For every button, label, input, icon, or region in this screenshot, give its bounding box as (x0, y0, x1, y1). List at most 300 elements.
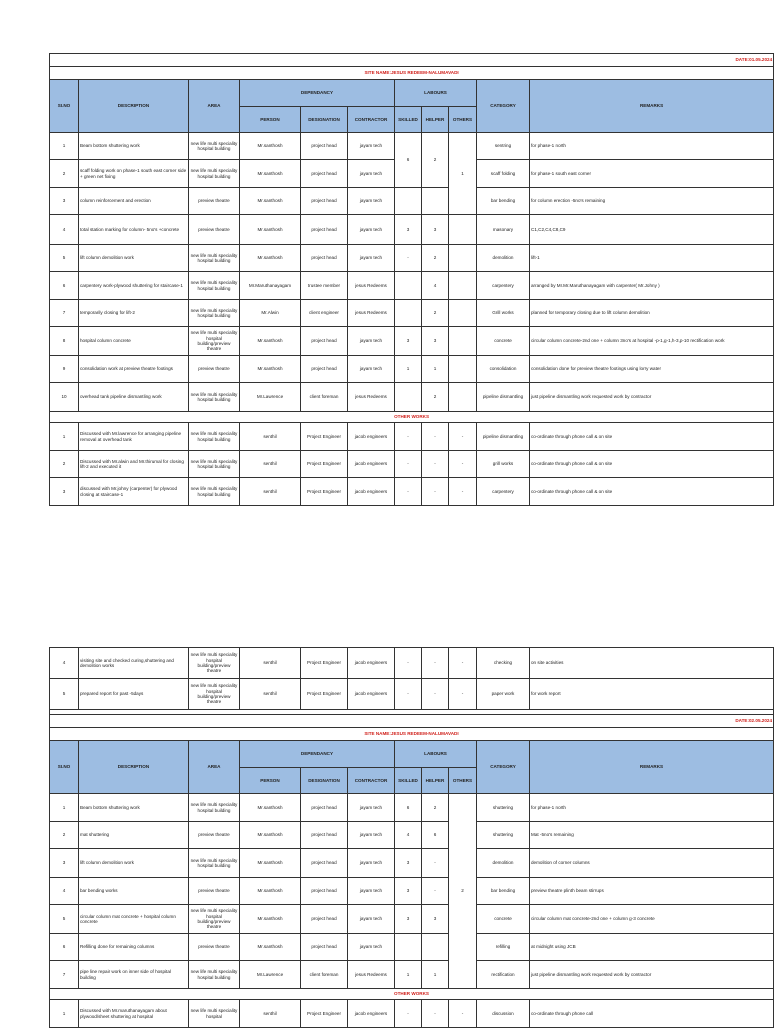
row-skilled: - (395, 423, 422, 451)
row-sl: 7 (50, 300, 79, 327)
row-designation: trustee member (301, 272, 348, 300)
other-works-label: OTHER WORKS (50, 412, 774, 423)
table-row (50, 822, 774, 849)
row-contractor: jayam tech (348, 215, 395, 245)
row-category: bar bending (477, 878, 530, 905)
row-sl: 5 (50, 905, 79, 934)
row-remarks: circular column concrete-2nd one + column 3no's at hospital -p-1,g-1,h-3,p-10 rectification work (530, 327, 774, 356)
row-others: - (449, 478, 477, 506)
site-name: SITE NAME:JESUS REDEEM-NALUMAVADI (50, 728, 774, 741)
report-table (49, 53, 774, 506)
row-skilled (395, 934, 422, 961)
row-remarks: for column erection -5no's remaining (530, 188, 774, 215)
row-contractor: jesus Redeems (348, 961, 395, 989)
row-designation: Project Engineer (301, 451, 348, 478)
row-description: Beam bottom shuttering work (79, 794, 189, 822)
table-row (50, 961, 774, 989)
row-sl: 7 (50, 961, 79, 989)
row-others: - (449, 1000, 477, 1028)
row-helper (422, 188, 449, 215)
row-category: demolition (477, 245, 530, 272)
row-description: consolidation work at preview theatre footings (79, 356, 189, 383)
row-helper: 1 (422, 961, 449, 989)
row-designation: project head (301, 849, 348, 878)
header-sl-no: SI.NO (50, 80, 79, 133)
table-row (50, 849, 774, 878)
row-area: new life multi speciality hospital building (189, 383, 240, 412)
row-remarks: co-ordinate through phone call (530, 1000, 774, 1028)
header-remarks: REMARKS (530, 80, 774, 133)
row-helper: 2 (422, 300, 449, 327)
row-others (449, 327, 477, 356)
row-remarks: co-ordinate through phone call & on site (530, 423, 774, 451)
table-row (50, 451, 774, 478)
row-area: new life multi speciality hospital building/preview theatre (189, 905, 240, 934)
row-category: Grill works (477, 300, 530, 327)
row-sl: 9 (50, 356, 79, 383)
header-row-1 (50, 741, 774, 768)
row-sl: 1 (50, 1000, 79, 1028)
row-description: temporarily closing for lift-2 (79, 300, 189, 327)
row-sl: 6 (50, 934, 79, 961)
row-contractor: jacob engineers (348, 1000, 395, 1028)
row-area: new life multi speciality hospital building (189, 133, 240, 160)
row-category: masonary (477, 215, 530, 245)
row-helper (422, 934, 449, 961)
row-others (449, 300, 477, 327)
table-row (50, 215, 774, 245)
row-sl: 2 (50, 160, 79, 188)
row-remarks: lift-1 (530, 245, 774, 272)
row-designation: project head (301, 822, 348, 849)
row-area: new life multi speciality hospital building (189, 849, 240, 878)
row-contractor: jayam tech (348, 822, 395, 849)
header-designation: DESIGNATION (301, 768, 348, 794)
row-helper: - (422, 1000, 449, 1028)
row-person: Mr.santhosh (240, 878, 301, 905)
row-person: Mr.Lawrence (240, 961, 301, 989)
row-helper: - (422, 679, 449, 710)
table-row (50, 272, 774, 300)
header-others: OTHERS (449, 768, 477, 794)
row-designation: project head (301, 356, 348, 383)
row-contractor: jayam tech (348, 160, 395, 188)
header-row-1 (50, 80, 774, 107)
row-others (449, 215, 477, 245)
row-helper: 2 (422, 245, 449, 272)
row-sl: 5 (50, 679, 79, 710)
other-works-row (50, 412, 774, 423)
header-dependancy: DEPENDANCY (240, 80, 395, 107)
row-area: new life multi speciality hospital (189, 1000, 240, 1028)
row-sl: 5 (50, 245, 79, 272)
row-person: senthil (240, 648, 301, 679)
row-description: overhead tank pipeline dismantling work (79, 383, 189, 412)
row-description: column reinforcement and erection (79, 188, 189, 215)
row-skilled: 1 (395, 961, 422, 989)
table-row (50, 934, 774, 961)
table-row (50, 648, 774, 679)
row-contractor: jayam tech (348, 849, 395, 878)
row-category: demolition (477, 849, 530, 878)
row-contractor: jacob engineers (348, 679, 395, 710)
row-area: new life multi speciality hospital building (189, 794, 240, 822)
row-skilled: 3 (395, 327, 422, 356)
daily-report-02-05-2024 (49, 647, 773, 1028)
row-description: mat shuttering (79, 822, 189, 849)
row-category: bar bending (477, 188, 530, 215)
row-remarks: consolidation done for preview theatre footings using lorry water (530, 356, 774, 383)
row-sl: 2 (50, 451, 79, 478)
row-helper: 4 (422, 272, 449, 300)
row-helper: - (422, 451, 449, 478)
row-skilled: - (395, 245, 422, 272)
row-description: circular column mat concrete + hospital column concrete (79, 905, 189, 934)
table-row (50, 478, 774, 506)
row-contractor: jesus Redeems (348, 383, 395, 412)
row-description: total station marking for column- 5no's +concrete (79, 215, 189, 245)
row-person: Mr.Maruthanayagam (240, 272, 301, 300)
row-helper: - (422, 648, 449, 679)
row-description: Discussed with Mr.alwin and Mr.thirumal for closing lift-2 and executed it (79, 451, 189, 478)
row-others: - (449, 679, 477, 710)
header-area: AREA (189, 80, 240, 133)
row-designation: project head (301, 188, 348, 215)
row-description: Beam bottom shuttering work (79, 133, 189, 160)
row-description: lift column demolition work (79, 245, 189, 272)
header-area: AREA (189, 741, 240, 794)
row-others (449, 356, 477, 383)
row-area: preview theatre (189, 878, 240, 905)
row-designation: project head (301, 878, 348, 905)
row-description: Discussed with Mr.maruthanayagam about plywood/sheet shuttering at hospital (79, 1000, 189, 1028)
row-designation: client foreman (301, 961, 348, 989)
row-area: preview theatre (189, 215, 240, 245)
row-person: Mr.santhosh (240, 327, 301, 356)
table-row (50, 188, 774, 215)
row-description: pipe line repair work on inner side of hospital building (79, 961, 189, 989)
row-area: new life multi speciality hospital building (189, 451, 240, 478)
row-area: new life multi speciality hospital building (189, 961, 240, 989)
row-contractor: jayam tech (348, 934, 395, 961)
row-designation: client engineer (301, 300, 348, 327)
row-remarks: Mat -5no's remaining (530, 822, 774, 849)
row-skilled (395, 188, 422, 215)
row-category: pipeline dismantling (477, 383, 530, 412)
row-contractor: jacob engineers (348, 648, 395, 679)
row-category: pipeline dismantling (477, 423, 530, 451)
table-row (50, 356, 774, 383)
row-remarks: co-ordinate through phone call & on site (530, 451, 774, 478)
row-sl: 3 (50, 188, 79, 215)
row-others-shared: 2 (449, 794, 477, 989)
row-person: Mr.santhosh (240, 934, 301, 961)
table-row (50, 133, 774, 160)
row-contractor: jesus Redeems (348, 300, 395, 327)
row-remarks: planned for temporary closing due to lift column demolition (530, 300, 774, 327)
row-person: Mr.santhosh (240, 905, 301, 934)
row-area: new life multi speciality hospital building (189, 478, 240, 506)
row-designation: Project Engineer (301, 648, 348, 679)
row-skilled (395, 383, 422, 412)
row-area: new life multi speciality hospital building (189, 423, 240, 451)
row-remarks: for phase-1 north (530, 133, 774, 160)
report-date-row (50, 715, 774, 728)
row-category: carpentery (477, 478, 530, 506)
header-helper: HELPER (422, 107, 449, 133)
row-category: concrete (477, 327, 530, 356)
row-category: concrete (477, 905, 530, 934)
row-person: senthil (240, 679, 301, 710)
other-works-label: OTHER WORKS (50, 989, 774, 1000)
row-designation: project head (301, 794, 348, 822)
daily-report-01-05-2024 (49, 53, 773, 506)
row-designation: project head (301, 133, 348, 160)
header-skilled: SKILLED (395, 107, 422, 133)
header-description: DESCRIPTION (79, 741, 189, 794)
row-designation: project head (301, 215, 348, 245)
row-category: refilling (477, 934, 530, 961)
row-person: senthil (240, 1000, 301, 1028)
row-helper: 2 (422, 133, 449, 188)
row-sl: 1 (50, 794, 79, 822)
row-category: discussion (477, 1000, 530, 1028)
header-dependancy: DEPENDANCY (240, 741, 395, 768)
row-remarks: for work report (530, 679, 774, 710)
row-description: carpentery work-plywood shuttering for staircase-1 (79, 272, 189, 300)
report-date-row (50, 54, 774, 67)
row-area: preview theatre (189, 822, 240, 849)
row-skilled: 6 (395, 794, 422, 822)
row-others (449, 383, 477, 412)
row-remarks: arranged by Mr.Mr.Maruthanayagam with carpenter( Mr.Johny ) (530, 272, 774, 300)
row-description: Discussed with Mr.lawrence for arranging pipeline removal at overhead tank (79, 423, 189, 451)
report-table (49, 647, 774, 1028)
row-person: Mr.Lawrence (240, 383, 301, 412)
table-row (50, 300, 774, 327)
row-person: Mr.santhosh (240, 133, 301, 160)
row-skilled: - (395, 1000, 422, 1028)
row-designation: project head (301, 327, 348, 356)
row-person: senthil (240, 423, 301, 451)
row-area: new life multi speciality hospital building/preview theatre (189, 648, 240, 679)
row-area: new life multi speciality hospital building/preview theatre (189, 679, 240, 710)
row-category: rectification (477, 961, 530, 989)
row-sl: 3 (50, 478, 79, 506)
row-sl: 4 (50, 878, 79, 905)
row-remarks: at midnight using JCB (530, 934, 774, 961)
row-description: prepared report for past -5days (79, 679, 189, 710)
row-skilled (395, 300, 422, 327)
header-others: OTHERS (449, 107, 477, 133)
row-others (449, 245, 477, 272)
row-category: shuttering (477, 794, 530, 822)
table-row (50, 878, 774, 905)
row-remarks: just pipeline dismantling work requested work by contractor (530, 961, 774, 989)
header-remarks: REMARKS (530, 741, 774, 794)
row-skilled: 3 (395, 215, 422, 245)
row-remarks: demolition of corner columns (530, 849, 774, 878)
site-name: SITE NAME:JESUS REDEEM-NALUMAVADI (50, 67, 774, 80)
row-sl: 4 (50, 648, 79, 679)
row-description: visiting site and checked curing,shuttering and demolition works (79, 648, 189, 679)
row-contractor: jayam tech (348, 245, 395, 272)
row-contractor: jayam tech (348, 878, 395, 905)
row-sl: 8 (50, 327, 79, 356)
header-person: PERSON (240, 107, 301, 133)
row-category: grill works (477, 451, 530, 478)
row-others: - (449, 451, 477, 478)
row-area: new life multi speciality hospital building (189, 272, 240, 300)
row-person: Mr.santhosh (240, 245, 301, 272)
row-skilled: - (395, 648, 422, 679)
row-skilled: 3 (395, 905, 422, 934)
header-sl-no: SI.NO (50, 741, 79, 794)
row-helper: - (422, 849, 449, 878)
site-name-row (50, 728, 774, 741)
row-remarks: co-ordinate through phone call & on site (530, 478, 774, 506)
row-area: new life multi speciality hospital building (189, 300, 240, 327)
table-row (50, 794, 774, 822)
row-category: shuttering (477, 822, 530, 849)
row-skilled: - (395, 478, 422, 506)
header-category: CATEGORY (477, 741, 530, 794)
row-description: bar bending works (79, 878, 189, 905)
row-designation: Project Engineer (301, 1000, 348, 1028)
table-row (50, 679, 774, 710)
row-category: checking (477, 648, 530, 679)
row-contractor: jayam tech (348, 327, 395, 356)
row-remarks: C1,C2,C4,C8,C9 (530, 215, 774, 245)
row-sl: 10 (50, 383, 79, 412)
row-helper: 3 (422, 327, 449, 356)
row-category: paper work (477, 679, 530, 710)
row-area: preview theatre (189, 188, 240, 215)
row-description: discussed with Mr.johny (carpenter) for plywood closing at staircase-1 (79, 478, 189, 506)
row-designation: project head (301, 160, 348, 188)
table-row (50, 423, 774, 451)
row-sl: 3 (50, 849, 79, 878)
row-designation: Project Engineer (301, 423, 348, 451)
row-helper: 3 (422, 215, 449, 245)
row-area: new life multi speciality hospital building/preview theatre (189, 327, 240, 356)
header-helper: HELPER (422, 768, 449, 794)
row-helper: 6 (422, 822, 449, 849)
row-others-shared: 1 (449, 133, 477, 215)
row-area: new life multi speciality hospital building (189, 245, 240, 272)
row-area: preview theatre (189, 356, 240, 383)
row-skilled: 6 (395, 133, 422, 188)
report-date: DATE:01.05.2024 (50, 54, 774, 67)
row-contractor: jayam tech (348, 188, 395, 215)
header-skilled: SKILLED (395, 768, 422, 794)
row-description: hospital column concrete (79, 327, 189, 356)
row-skilled: 3 (395, 878, 422, 905)
row-area: preview theatre (189, 934, 240, 961)
row-contractor: jesus Redeems (348, 272, 395, 300)
row-designation: project head (301, 905, 348, 934)
row-person: Mr.santhosh (240, 215, 301, 245)
row-contractor: jacob engineers (348, 423, 395, 451)
row-person: senthil (240, 478, 301, 506)
row-person: Mr.santhosh (240, 160, 301, 188)
row-category: sentring (477, 133, 530, 160)
row-description: Refilling done for remaining columns (79, 934, 189, 961)
row-helper: 3 (422, 905, 449, 934)
row-remarks: for phase-1 north (530, 794, 774, 822)
row-remarks: for phase-1 south east corner (530, 160, 774, 188)
table-row (50, 905, 774, 934)
row-contractor: jayam tech (348, 133, 395, 160)
row-remarks: circular column mat concrete-2nd one + column g-3 concrete (530, 905, 774, 934)
header-description: DESCRIPTION (79, 80, 189, 133)
header-contractor: CONTRACTOR (348, 768, 395, 794)
row-contractor: jayam tech (348, 356, 395, 383)
row-sl: 4 (50, 215, 79, 245)
row-others: - (449, 648, 477, 679)
row-helper: - (422, 423, 449, 451)
table-row (50, 245, 774, 272)
row-skilled: 1 (395, 356, 422, 383)
table-row (50, 383, 774, 412)
site-name-row (50, 67, 774, 80)
row-person: Mr.santhosh (240, 356, 301, 383)
row-helper: - (422, 478, 449, 506)
row-helper: 2 (422, 383, 449, 412)
row-skilled: - (395, 451, 422, 478)
row-contractor: jacob engineers (348, 478, 395, 506)
row-skilled (395, 272, 422, 300)
row-category: scaff folding (477, 160, 530, 188)
row-sl: 2 (50, 822, 79, 849)
row-person: Mr.santhosh (240, 794, 301, 822)
row-area: new life multi speciality hospital building (189, 160, 240, 188)
row-person: senthil (240, 451, 301, 478)
row-contractor: jayam tech (348, 794, 395, 822)
row-skilled: 3 (395, 849, 422, 878)
row-designation: project head (301, 245, 348, 272)
row-category: consolidation (477, 356, 530, 383)
row-helper: 2 (422, 794, 449, 822)
header-contractor: CONTRACTOR (348, 107, 395, 133)
row-designation: project head (301, 934, 348, 961)
other-works-row (50, 989, 774, 1000)
table-row (50, 1000, 774, 1028)
row-designation: client foreman (301, 383, 348, 412)
row-sl: 1 (50, 423, 79, 451)
row-description: scaff folding work on phase-1 south east corner side + green net fixing (79, 160, 189, 188)
row-contractor: jacob engineers (348, 451, 395, 478)
header-designation: DESIGNATION (301, 107, 348, 133)
row-skilled: 4 (395, 822, 422, 849)
row-person: Mr.Alwin (240, 300, 301, 327)
row-sl: 1 (50, 133, 79, 160)
row-remarks: preview theatre plinth beam stirrups (530, 878, 774, 905)
row-sl: 6 (50, 272, 79, 300)
row-contractor: jayam tech (348, 905, 395, 934)
header-labours: LABOURS (395, 80, 477, 107)
report-date: DATE:02.05.2024 (50, 715, 774, 728)
row-person: Mr.santhosh (240, 188, 301, 215)
row-skilled: - (395, 679, 422, 710)
row-designation: Project Engineer (301, 478, 348, 506)
row-others (449, 272, 477, 300)
row-remarks: on site activities (530, 648, 774, 679)
row-description: lift column demolition work (79, 849, 189, 878)
row-helper: 1 (422, 356, 449, 383)
row-remarks: just pipeline dismantling work requested work by contractor (530, 383, 774, 412)
header-person: PERSON (240, 768, 301, 794)
